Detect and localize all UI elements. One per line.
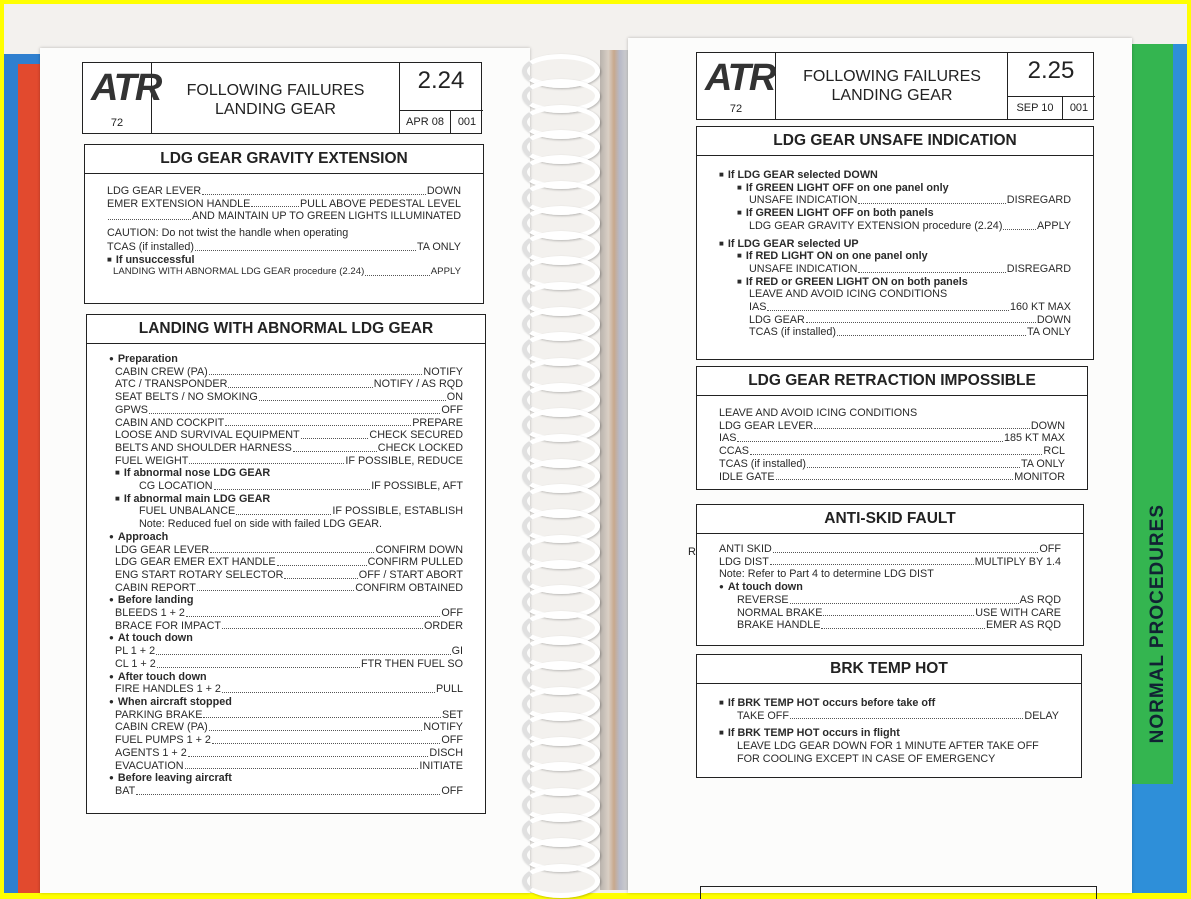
procedure-line [109,785,463,798]
procedure-line [719,407,1065,420]
line-action: TA ONLY [417,240,461,253]
procedure-line [109,747,463,760]
line-item: Note: Reduced fuel on side with failed LDG GEAR. [139,518,383,531]
line-item: ■ If unsuccessful [115,253,195,266]
page-number-block [399,63,482,133]
line-action: TA ONLY [1027,326,1071,339]
procedure-line [719,207,1071,220]
leader-dots [821,619,985,629]
line-action: MONITOR [1014,470,1065,483]
line-action: OFF / START ABORT [358,568,463,581]
procedure-line [109,493,463,506]
line-action: NOTIFY / AS RQD [373,378,463,391]
line-item: BLEEDS 1 + 2 [115,607,185,620]
line-item: ■ If GREEN LIGHT OFF on one panel only [745,181,949,194]
leader-dots [259,391,446,401]
leader-dots [790,710,1023,720]
procedure-line [719,420,1065,433]
revision-number: 001 [450,110,483,133]
procedure-lines [719,697,1059,766]
procedure-retraction-impossible [696,366,1088,490]
line-item: CABIN AND COCKPIT [115,416,225,429]
line-action: MULTIPLY BY 1.4 [974,555,1061,568]
line-action: OFF [441,607,463,620]
line-action: DISCH [429,746,463,759]
procedure-lines [107,185,461,279]
procedure-line [719,263,1071,276]
line-action: DELAY [1024,709,1059,722]
procedure-line [109,632,463,645]
line-action: PULL [435,683,463,696]
line-item: ■ If abnormal main LDG GEAR [123,492,271,505]
procedure-line [719,220,1071,233]
procedure-line [719,169,1071,182]
line-item: ATC / TRANSPONDER [115,378,228,391]
line-item: ● Before landing [117,594,194,607]
procedure-title: LDG GEAR GRAVITY EXTENSION [85,145,483,174]
line-item: LANDING WITH ABNORMAL LDG GEAR procedure (2.24) [113,266,365,278]
procedure-line [109,480,463,493]
line-item: Note: Refer to Part 4 to determine LDG DIST [719,568,934,581]
line-item: LDG GEAR LEVER [107,185,202,197]
leader-dots [136,785,440,795]
line-item: BAT [115,784,136,797]
line-action: APPLY [1036,219,1071,232]
line-item: IAS [749,301,767,314]
line-item: CG LOCATION [139,480,213,493]
leader-dots [837,326,1026,336]
procedure-line [109,582,463,595]
line-item: ■ If LDG GEAR selected UP [727,237,859,250]
procedure-line [719,710,1059,723]
procedure-line [109,772,463,785]
leader-dots [776,471,1014,481]
leader-dots [228,378,372,388]
procedure-line [719,276,1071,289]
leader-dots [225,417,411,427]
leader-dots [210,544,374,554]
leader-dots [737,432,1003,442]
atr-logo: ATR 72 [697,53,776,119]
leader-dots [209,721,423,731]
line-item: AGENTS 1 + 2 [115,746,187,759]
page-number: 2.24 [417,67,465,94]
revision-number: 001 [1062,96,1095,119]
procedure-line [109,353,463,366]
spiral-binding [530,40,628,893]
procedure-title: LDG GEAR UNSAFE INDICATION [697,127,1093,156]
line-item: FUEL PUMPS 1 + 2 [115,734,211,747]
leader-dots [197,582,354,592]
procedure-line [107,198,461,211]
line-action: ORDER [424,619,463,632]
atr-logo: ATR 72 [83,63,152,133]
page-number: 2.25 [1027,57,1075,84]
leader-dots [770,556,974,566]
line-item: LEAVE LDG GEAR DOWN FOR 1 MINUTE AFTER TAKE OFF [737,740,1039,753]
leader-dots [185,760,419,770]
line-action: DISREGARD [1006,262,1071,275]
line-item: FIRE HANDLES 1 + 2 [115,683,221,696]
leader-dots [209,366,423,376]
leader-dots [188,747,429,757]
section-tab-label: NORMAL PROCEDURES [1147,504,1168,744]
line-item: LEAVE AND AVOID ICING CONDITIONS [719,407,918,419]
procedure-line [719,727,1059,740]
line-item: CABIN CREW (PA) [115,721,208,734]
procedure-line [109,683,463,696]
page-title: FOLLOWING FAILURES LANDING GEAR [803,68,981,104]
line-item: ANTI SKID [719,543,772,555]
leader-dots [212,734,440,744]
line-item: EVACUATION [115,759,184,772]
procedure-line [107,266,461,279]
leader-dots [806,314,1036,324]
procedure-brake-temp-hot [696,654,1082,778]
procedure-line [109,734,463,747]
line-item: ● At touch down [117,632,193,645]
procedure-line [109,696,463,709]
line-action: 160 KT MAX [1009,301,1071,314]
procedure-line [109,709,463,722]
procedure-unsafe-indication [696,126,1094,360]
line-item: PL 1 + 2 [115,645,156,658]
procedure-line [719,619,1061,632]
line-item: ■ If BRK TEMP HOT occurs in flight [727,727,900,740]
line-item: ■ If RED LIGHT ON on one panel only [745,250,928,263]
line-item: ■ If BRK TEMP HOT occurs before take off [727,697,936,709]
line-item: CABIN CREW (PA) [115,365,208,378]
procedure-line [109,391,463,404]
line-action: RCL [1043,445,1065,458]
line-action: DISREGARD [1006,194,1071,207]
line-item: BRAKE HANDLE [737,619,821,632]
line-item: REVERSE [737,593,789,606]
line-item: FUEL WEIGHT [115,454,189,467]
right-page [628,38,1132,893]
left-page [40,48,530,893]
next-procedure-box [700,886,1097,899]
procedure-line [109,645,463,658]
line-item: ■ If GREEN LIGHT OFF on both panels [745,207,934,220]
line-item: LDG GEAR LEVER [719,419,814,432]
line-action: CHECK LOCKED [377,441,463,454]
line-item: SEAT BELTS / NO SMOKING [115,391,258,404]
line-action: EMER AS RQD [986,619,1061,632]
line-item: ● When aircraft stopped [117,695,232,708]
leader-dots [195,241,416,251]
leader-dots [790,594,1019,604]
procedure-line [109,366,463,379]
line-item: LDG GEAR GRAVITY EXTENSION procedure (2.24) [749,219,1003,232]
line-action: PREPARE [412,416,463,429]
line-item: LDG GEAR [749,313,805,326]
leader-dots [1003,220,1036,230]
procedure-line [107,254,461,267]
procedure-title: BRK TEMP HOT [697,655,1081,684]
line-item: LEAVE AND AVOID ICING CONDITIONS [749,288,948,301]
procedure-lines [719,407,1065,483]
leader-dots [149,404,440,414]
procedure-line [107,241,461,254]
line-action: DOWN [1030,419,1065,432]
line-action: IF POSSIBLE, AFT [371,480,463,493]
line-action: AND MAINTAIN UP TO GREEN LIGHTS ILLUMINATED [192,210,461,223]
procedure-line [719,581,1061,594]
leader-dots [301,429,369,439]
binding-ring [522,864,600,898]
line-action: SET [442,708,463,721]
leader-dots [814,420,1030,430]
line-item: ● Approach [117,530,169,543]
procedure-line [109,760,463,773]
procedure-line [719,458,1065,471]
line-action: NOTIFY [423,365,463,378]
procedure-line [719,753,1059,766]
leader-dots [858,263,1005,273]
line-item: FOR COOLING EXCEPT IN CASE OF EMERGENCY [737,752,996,765]
procedure-line [719,543,1061,556]
procedure-line [109,417,463,430]
procedure-line [109,404,463,417]
line-action: GI [451,645,463,658]
leader-dots [189,455,344,465]
procedure-line [719,594,1061,607]
procedure-line [719,607,1061,620]
leader-dots [222,620,423,630]
procedure-line [719,568,1061,581]
procedure-line [719,194,1071,207]
leader-dots [202,185,426,195]
line-action: IF POSSIBLE, ESTABLISH [332,505,463,518]
leader-dots [750,445,1042,455]
procedure-line [109,620,463,633]
line-action: IF POSSIBLE, REDUCE [345,454,463,467]
revision-date: APR 08 [400,110,450,133]
line-item: EMER EXTENSION HANDLE [107,197,251,210]
procedure-line [109,594,463,607]
procedure-gravity-extension [84,144,484,304]
line-action: CHECK SECURED [369,429,463,442]
line-item: LOOSE AND SURVIVAL EQUIPMENT [115,429,300,442]
line-item: BELTS AND SHOULDER HARNESS [115,441,292,454]
procedure-line [719,740,1059,753]
procedure-title: LANDING WITH ABNORMAL LDG GEAR [87,315,485,344]
leader-dots [277,556,367,566]
leader-dots [773,543,1039,553]
procedure-line [719,445,1065,458]
line-action: DOWN [426,185,461,197]
line-action: ON [446,391,463,404]
line-action: CONFIRM OBTAINED [355,581,463,594]
leader-dots [236,505,331,515]
procedure-line [719,326,1071,339]
procedure-line [107,227,461,240]
procedure-line [109,658,463,671]
line-item: ■ If RED or GREEN LIGHT ON on both panels [745,275,968,288]
line-action: 185 KT MAX [1003,432,1065,445]
line-item: TAKE OFF [737,709,789,722]
procedure-lines [109,353,463,798]
procedure-line [109,378,463,391]
line-item: GPWS [115,403,148,416]
procedure-abnormal-landing [86,314,486,814]
procedure-line [719,301,1071,314]
line-item: UNSAFE INDICATION [749,194,858,207]
line-item: ● At touch down [727,581,803,594]
line-item: LDG GEAR LEVER [115,543,210,556]
procedure-title: LDG GEAR RETRACTION IMPOSSIBLE [697,367,1087,396]
line-item: LDG GEAR EMER EXT HANDLE [115,556,276,569]
procedure-line [107,185,461,198]
procedure-antiskid-fault [696,504,1084,646]
line-item: ENG START ROTARY SELECTOR [115,568,284,581]
line-action: APPLY [430,266,461,278]
line-action: DOWN [1036,313,1071,326]
line-item: PARKING BRAKE [115,708,203,721]
procedure-line [109,455,463,468]
procedure-title: ANTI-SKID FAULT [697,505,1083,534]
page-header [696,52,1094,120]
line-action: NOTIFY [423,721,463,734]
line-item: IDLE GATE [719,470,775,483]
line-action: AS RQD [1019,593,1061,606]
line-action: OFF [1039,543,1061,555]
line-action: CONFIRM PULLED [367,556,463,569]
procedure-line [109,721,463,734]
procedure-line [109,607,463,620]
line-action: OFF [441,734,463,747]
leader-dots [807,458,1020,468]
procedure-line [109,467,463,480]
procedure-lines [719,543,1061,632]
page-header [82,62,482,134]
line-item: FUEL UNBALANCE [139,505,236,518]
leader-dots [156,645,450,655]
procedure-line [719,250,1071,263]
procedure-line [719,697,1059,710]
line-action: PULL ABOVE PEDESTAL LEVEL [299,197,461,210]
line-item: BRACE FOR IMPACT [115,619,221,632]
procedure-line [719,182,1071,195]
line-action: OFF [441,403,463,416]
procedure-line [109,518,463,531]
procedure-line [719,314,1071,327]
procedure-line [109,544,463,557]
leader-dots [108,210,191,220]
line-action: CONFIRM DOWN [375,543,463,556]
line-action: INITIATE [419,759,463,772]
line-item: CL 1 + 2 [115,657,156,670]
line-item: CCAS [719,445,749,458]
procedure-line [109,429,463,442]
procedure-lines [719,169,1071,339]
line-action: FTR THEN FUEL SO [361,657,463,670]
line-item: NORMAL BRAKE [737,606,823,619]
procedure-line [109,505,463,518]
procedure-line [719,432,1065,445]
leader-dots [365,266,429,276]
leader-dots [186,607,440,617]
page-title: FOLLOWING FAILURES LANDING GEAR [186,82,365,118]
leader-dots [284,569,357,579]
leader-dots [203,709,441,719]
line-item: ● Before leaving aircraft [117,772,232,785]
leader-dots [157,658,360,668]
line-item: TCAS (if installed) [719,457,806,470]
procedure-line [107,210,461,223]
line-item: CAUTION: Do not twist the handle when operating [107,227,349,240]
procedure-line [719,238,1071,251]
leader-dots [251,198,299,208]
line-item: ■ If LDG GEAR selected DOWN [727,169,878,181]
procedure-line [109,442,463,455]
line-item: CABIN REPORT [115,581,196,594]
procedure-line [109,671,463,684]
procedure-line [719,471,1065,484]
line-item: UNSAFE INDICATION [749,262,858,275]
procedure-line [719,288,1071,301]
line-item: ● Preparation [117,353,178,365]
page-number-block [1007,53,1094,119]
line-item: TCAS (if installed) [749,326,836,339]
line-action: OFF [441,784,463,797]
revision-date: SEP 10 [1008,96,1062,119]
stray-letter: R [688,546,696,558]
line-item: IAS [719,432,737,445]
line-action: USE WITH CARE [975,606,1061,619]
procedure-line [109,569,463,582]
procedure-line [719,556,1061,569]
line-item: LDG DIST [719,555,769,568]
line-action: TA ONLY [1021,457,1065,470]
leader-dots [222,683,435,693]
line-item: ● After touch down [117,670,207,683]
leader-dots [823,607,974,617]
procedure-line [109,556,463,569]
procedure-line [109,531,463,544]
leader-dots [293,442,377,452]
line-item: ■ If abnormal nose LDG GEAR [123,467,271,480]
leader-dots [214,480,371,490]
leader-dots [767,301,1009,311]
line-item: TCAS (if installed) [107,240,194,253]
leader-dots [858,194,1005,204]
